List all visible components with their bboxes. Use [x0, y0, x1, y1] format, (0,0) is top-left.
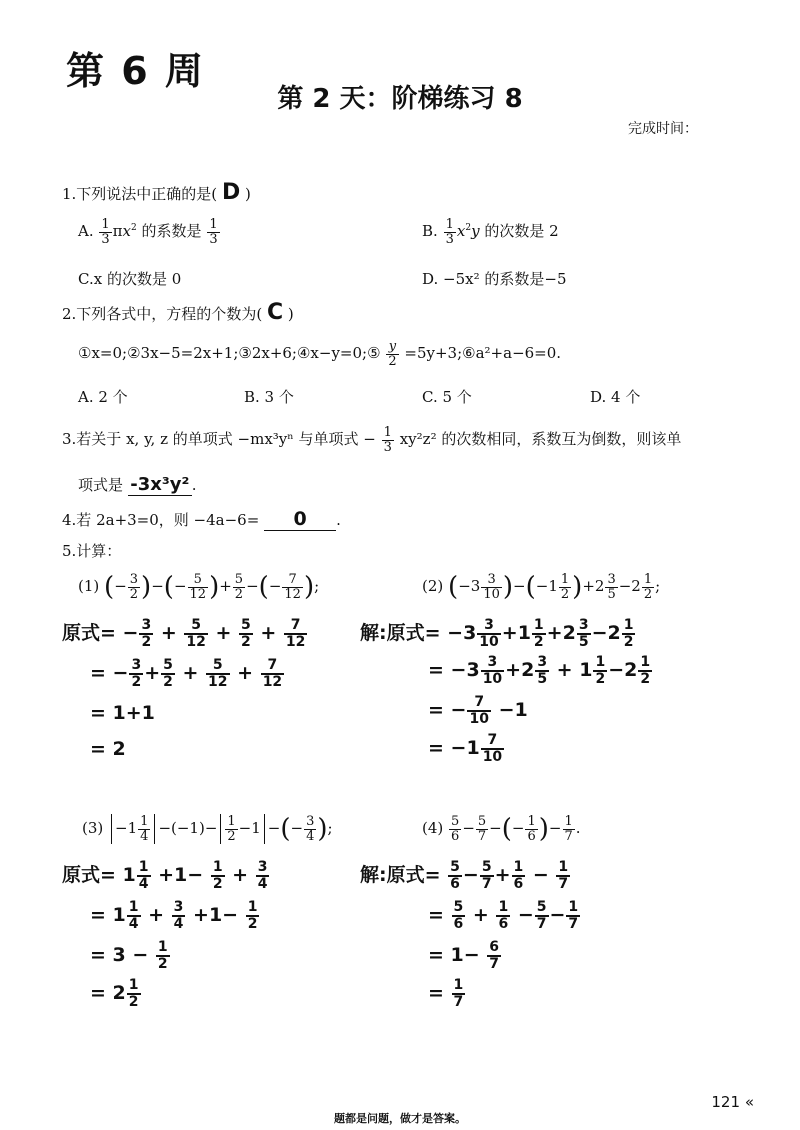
footer-motto: 题都是问题，做才是答案。 [334, 1112, 466, 1125]
q2-items-a: ①x=0;②3x−5=2x+1;③2x+6;④x−y=0;⑤ [78, 344, 381, 363]
q5-solution-4-step-2: = $\frac{5}{6}$ + $\frac{1}{6}$ − $\frac{5}{7}$ − $\frac{1}{7}$ [428, 899, 579, 932]
completion-time-label: 完成时间： [628, 121, 698, 137]
solution-label: 解:原式= [360, 864, 441, 887]
q5-solution-2-step-2: = −3 $\frac{3}{10}$ +2 $\frac{3}{5}$ + 1 $\frac{1}{2}$ −2 $\frac{1}{2}$ [428, 654, 651, 687]
q4-answer: 0 [264, 508, 336, 531]
q3-answer: -3x³y² [128, 474, 192, 496]
q5-solution-4-step-1: 解:原式= $\frac{5}{6}$ − $\frac{5}{7}$ + $\frac{1}{6}$ − $\frac{1}{7}$ [360, 859, 569, 892]
fraction: $\frac{1}{3}$ [101, 217, 110, 247]
q3-line2 [78, 474, 197, 496]
q1-stem [62, 180, 251, 205]
q2-option-d: D. 4 个 [590, 388, 641, 406]
page-title: 第 2 天：阶梯练习 8 [277, 84, 523, 114]
q4-end: . [336, 511, 341, 529]
q5-solution-2-step-3: = − $\frac{7}{10}$ −1 [428, 694, 528, 727]
q5-solution-3-step-3: = 3 − $\frac{1}{2}$ [90, 939, 168, 972]
q5-problem-3: (3) −1 $\frac{1}{4}$ −(−1)− $\frac{1}{2}$ −1 −(− $\frac{3}{4}$ ); [82, 813, 333, 844]
q2-items-b: =5y+3;⑥a²+a−6=0. [404, 344, 562, 363]
q3-end: . [191, 476, 197, 494]
q5-solution-2-step-1: 解:原式= −3 $\frac{3}{10}$ +1 $\frac{1}{2}$ +2 $\frac{3}{5}$ −2 $\frac{1}{2}$ [360, 617, 634, 650]
q5-solution-1-step-2: = − $\frac{3}{2}$ + $\frac{5}{2}$ + $\frac{5}{12}$ + $\frac{7}{12}$ [90, 657, 283, 690]
q5-solution-4-step-3: = 1− $\frac{6}{7}$ [428, 939, 500, 972]
q5-solution-1-step-3: = 1+1 [90, 702, 155, 724]
solution-label: 解:原式= [360, 622, 441, 645]
q1-stem-text: 1.下列说法中正确的是( [62, 185, 218, 203]
fraction: $\frac{1}{3}$ [445, 217, 454, 247]
q5-solution-3-step-2: = 1 $\frac{1}{4}$ + $\frac{3}{4}$ +1− $\frac{1}{2}$ [90, 899, 258, 932]
q5-solution-2-step-4: = −1 $\frac{7}{10}$ [428, 732, 503, 765]
q1-option-a: A. $\frac{1}{3}$ $\pi x^2$ 的系数是 $\frac{1}{3}$ [78, 217, 218, 247]
q3-line2-text: 项式是 [78, 476, 124, 494]
q5-stem: 5.计算： [62, 542, 122, 560]
q1-answer: D [221, 180, 241, 205]
q2-option-b: B. 3 个 [244, 388, 294, 406]
fraction: $\frac{y}{2}$ [388, 339, 397, 369]
problem-label: (4) [422, 819, 444, 837]
fraction: $\frac{1}{3}$ [383, 425, 392, 455]
solution-label: 原式= [62, 864, 116, 887]
q5-solution-3-step-1: 原式= 1 $\frac{1}{4}$ +1− $\frac{1}{2}$ + $\frac{3}{4}$ [62, 859, 268, 892]
q2-stem [62, 300, 294, 325]
q3-stem-b: xy²z² 的次数相同，系数互为倒数，则该单 [399, 430, 682, 449]
q2-answer: C [266, 300, 284, 325]
q5-solution-1-step-4: = 2 [90, 738, 126, 760]
week-heading: 第 6 周 [66, 49, 205, 93]
step-text: = 3 − [90, 944, 155, 967]
q5-solution-4-step-4: = $\frac{1}{7}$ [428, 977, 464, 1010]
double-chevron-left-icon: « [744, 1093, 754, 1111]
q2-stem-text: 2.下列各式中，方程的个数为( [62, 305, 263, 323]
problem-label: (2) [422, 577, 444, 595]
q1-opt-b-suffix: 的次数是 2 [484, 222, 559, 241]
q2-close: ) [287, 305, 294, 323]
q4-stem-text: 4.若 2a+3=0，则 −4a−6= [62, 511, 260, 529]
problem-label: (3) [82, 819, 104, 837]
q2-option-a: A. 2 个 [78, 388, 128, 406]
q3-stem-a: 3.若关于 x, y, z 的单项式 −mx³yⁿ 与单项式 − [62, 430, 376, 449]
q5-solution-1-step-1: 原式= − $\frac{3}{2}$ + $\frac{5}{12}$ + $\frac{5}{2}$ + $\frac{7}{12}$ [62, 617, 306, 650]
solution-label: 原式= [62, 622, 116, 645]
q1-opt-b-prefix: B. [422, 222, 438, 241]
q5-problem-1: (1) (− $\frac{3}{2}$ )−(− $\frac{5}{12}$ )+ $\frac{5}{2}$ −(− $\frac{7}{12}$ ); [78, 571, 320, 602]
q1-option-c: C.x 的次数是 0 [78, 270, 182, 288]
step-text: = 2 [90, 982, 126, 1005]
problem-label: (1) [78, 577, 100, 595]
fraction: $\frac{1}{3}$ [209, 217, 218, 247]
q1-close: ) [245, 185, 251, 203]
q1-opt-a-suffix: 的系数是 [141, 222, 202, 241]
q1-opt-a-prefix: A. [78, 222, 94, 241]
page-number: 121 « [711, 1093, 754, 1111]
q5-problem-2: (2) (−3 $\frac{3}{10}$ )−(−1 $\frac{1}{2}$ )+2 $\frac{3}{5}$ −2 $\frac{1}{2}$ ; [422, 571, 661, 602]
q1-option-b: B. $\frac{1}{3}$ $x^2y$ 的次数是 2 [422, 217, 559, 247]
q2-option-c: C. 5 个 [422, 388, 472, 406]
q3-stem [62, 426, 681, 454]
q5-problem-4: (4) $\frac{5}{6}$ − $\frac{5}{7}$ −(− $\frac{1}{6}$ )− $\frac{1}{7}$ . [422, 813, 581, 844]
q4-stem [62, 508, 341, 531]
q5-solution-3-step-4: = 2 $\frac{1}{2}$ [90, 977, 139, 1010]
q2-items [78, 340, 561, 368]
q1-option-d: D. −5x² 的系数是−5 [422, 270, 567, 288]
